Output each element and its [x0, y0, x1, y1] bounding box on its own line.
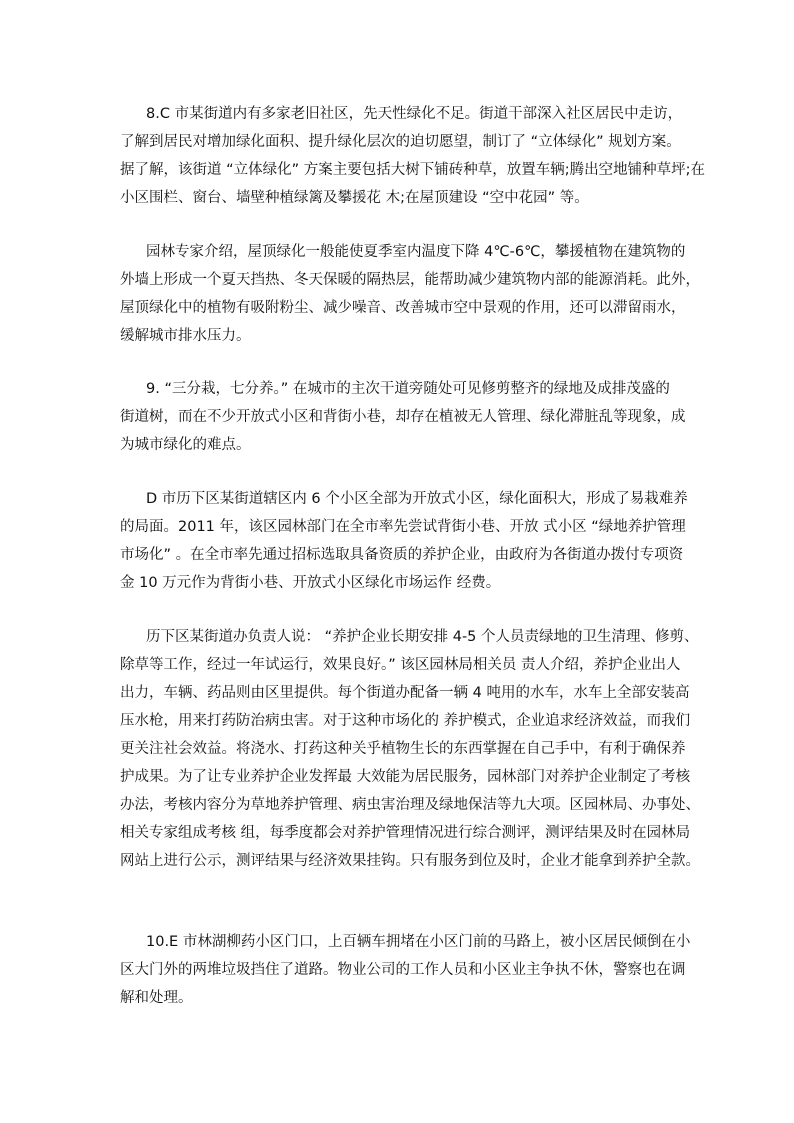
paragraph-5-line-7: 办法，考核内容分为草地养护管理、病虫害治理及绿地保洁等九大项。区园林局、办事处、 [120, 797, 700, 813]
paragraph-3-line-2: 街道树，而在不少开放式小区和背街小巷，却存在植被无人管理、绿化滞脏乱等现象，成 [120, 409, 686, 425]
paragraph-5-line-2: 除草等工作，经过一年试运行，效果良好。” 该区园林局相关员 责人介绍，养护企业出人 [120, 657, 681, 673]
paragraph-5-line-1: 历下区某街道办负责人说： “养护企业长期安排 4-5 个人员责绿地的卫生清理、修剪、 [146, 629, 699, 645]
paragraph-2-line-3: 屋顶绿化中的植物有吸附粉尘、减少噪音、改善城市空中景观的作用，还可以滞留雨水， [120, 300, 686, 316]
paragraph-3-line-3: 为城市绿化的难点。 [120, 437, 251, 453]
paragraph-3-line-1: 9. “三分栽，七分养。” 在城市的主次干道旁随处可见修剪整齐的绿地及成排茂盛的 [146, 381, 670, 397]
paragraph-1-line-4: 小区围栏、窗台、墙壁种植绿篱及攀援花 木;在屋顶建设 “空中花园” 等。 [120, 190, 589, 206]
paragraph-4-line-4: 金 10 万元作为背街小巷、开放式小区绿化市场运作 经费。 [120, 575, 501, 591]
paragraph-2-line-2: 外墙上形成一个夏天挡热、冬天保暖的隔热层，能帮助减少建筑物内部的能源消耗。此外， [120, 272, 700, 288]
paragraph-2-line-1: 园林专家介绍，屋顶绿化一般能使夏季室内温度下降 4℃-6℃，攀援植物在建筑物的 [146, 244, 686, 260]
paragraph-6-line-3: 解和处理。 [120, 990, 193, 1006]
paragraph-6-line-1: 10.E 市林湖柳药小区门口，上百辆车拥堵在小区门前的马路上，被小区居民倾倒在小 [146, 934, 691, 950]
paragraph-2-line-4: 缓解城市排水压力。 [120, 328, 251, 344]
paragraph-4-line-1: D 市历下区某街道辖区内 6 个小区全部为开放式小区，绿化面积大，形成了易栽难养 [146, 491, 688, 507]
paragraph-5-line-4: 压水枪，用来打药防治病虫害。对于这种市场化的 养护模式，企业追求经济效益，而我们 [120, 713, 691, 729]
paragraph-5-line-9: 网站上进行公示，测评结果与经济效果挂钩。只有服务到位及时，企业才能拿到养护全款。 [120, 853, 700, 869]
paragraph-6-line-2: 区大门外的两堆垃圾挡住了道路。物业公司的工作人员和小区业主争执不休，警察也在调 [120, 962, 686, 978]
paragraph-5-line-5: 更关注社会效益。将浇水、打药这种关乎植物生长的东西掌握在自己手中，有利于确保养 [120, 741, 686, 757]
paragraph-4-line-3: 市场化” 。在全市率先通过招标选取具备资质的养护企业，由政府为各街道办拨付专项资 [120, 547, 684, 563]
paragraph-1-line-1: 8.C 市某街道内有多家老旧社区，先天性绿化不足。街道干部深入社区居民中走访， [146, 106, 683, 122]
paragraph-1-line-3: 据了解，该街道 “立体绿化” 方案主要包括大树下铺砖种草，放置车辆;腾出空地铺种草坪;在 [120, 162, 706, 178]
paragraph-1-line-2: 了解到居民对增加绿化面积、提升绿化层次的迫切愿望，制订了 “立体绿化” 规划方案。 [120, 134, 681, 150]
paragraph-4-line-2: 的局面。2011 年，该区园林部门在全市率先尝试背街小巷、开放 式小区 “绿地养护管理 [120, 519, 686, 535]
paragraph-5-line-8: 相关专家组成考核 组，每季度都会对养护管理情况进行综合测评，测评结果及时在园林局 [120, 825, 691, 841]
paragraph-5-line-6: 护成果。为了让专业养护企业发挥最 大效能为居民服务，园林部门对养护企业制定了考核 [120, 769, 691, 785]
paragraph-5-line-3: 出力，车辆、药品则由区里提供。每个街道办配备一辆 4 吨用的水车，水车上全部安装高 [120, 685, 690, 701]
